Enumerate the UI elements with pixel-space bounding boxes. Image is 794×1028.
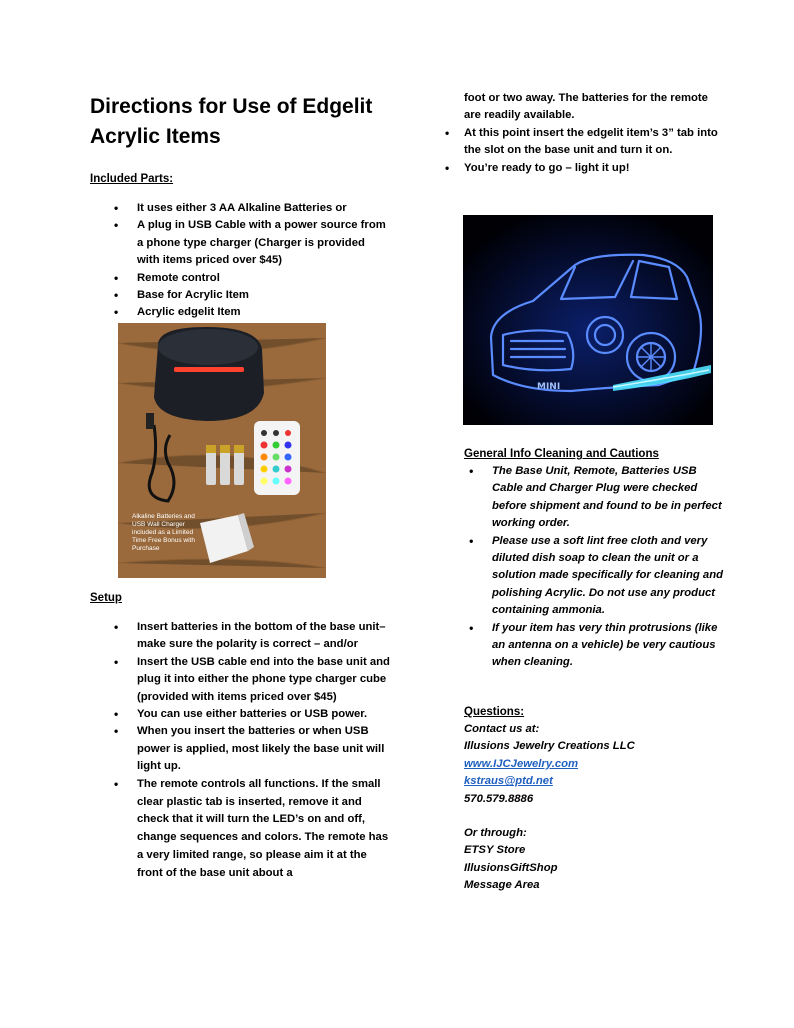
list-item: • You can use either batteries or USB power. xyxy=(90,706,390,723)
remote-instructions-full xyxy=(0,0,1,1)
alt-contact-intro: Or through: xyxy=(464,827,527,840)
setup-heading: Setup xyxy=(90,592,122,604)
etsy-shop-name: IllusionsGiftShop xyxy=(464,861,558,874)
right-column xyxy=(445,90,725,177)
website-link[interactable]: www.IJCJewelry.com xyxy=(464,757,579,770)
setup-section xyxy=(90,590,390,879)
cautions-heading: General Info Cleaning and Cautions xyxy=(464,448,659,460)
list-item: • Base for Acrylic Item xyxy=(90,287,390,304)
list-item: • A plug in USB Cable with a power source from a phone type charger (Charger is provided with items priced over $45) xyxy=(90,217,390,269)
list-item: • Remote control xyxy=(90,270,390,287)
setup-list-continued xyxy=(445,125,725,177)
car-badge: MINI xyxy=(537,382,561,392)
list-item: • It uses either 3 AA Alkaline Batteries or xyxy=(90,200,390,217)
cautions-list xyxy=(445,463,725,672)
remote-instructions-continued: foot or two away. The batteries for the remote are readily available. xyxy=(464,92,708,122)
contact-intro: Contact us at: xyxy=(464,723,540,735)
list-item: • Insert batteries in the bottom of the base unit– make sure the polarity is correct – and/or xyxy=(90,619,390,654)
etsy-store: ETSY Store xyxy=(464,844,526,857)
list-item: • If your item has very thin protrusions (like an antenna on a vehicle) be very cautious when cleaning. xyxy=(445,620,725,672)
list-item: • When you insert the batteries or when USB power is applied, most likely the base unit will light up. xyxy=(90,723,390,775)
phone-number: 570.579.8886 xyxy=(464,792,534,805)
list-item xyxy=(90,776,390,879)
cautions-section xyxy=(445,446,725,672)
list-item: • You’re ready to go – light it up! xyxy=(445,160,725,177)
list-item: • Insert the USB cable end into the base unit and plug it into either the phone type charger cube (provided with items priced over $45) xyxy=(90,654,390,706)
setup-list xyxy=(90,619,390,879)
page-title: Directions for Use of Edgelit Acrylic Items xyxy=(90,95,373,148)
contact-section xyxy=(445,704,725,895)
included-heading: Included Parts: xyxy=(90,173,174,185)
message-area: Message Area xyxy=(464,879,540,892)
company-name: Illusions Jewelry Creations LLC xyxy=(464,740,635,753)
photo-caption: Alkaline Batteries and USB Wall Charger included as a Limited Time Free Bonus with Purchase xyxy=(132,513,195,552)
included-parts-photo xyxy=(118,323,326,578)
edgelit-car-photo xyxy=(463,215,713,425)
questions-heading: Questions: xyxy=(464,706,525,718)
list-item: • The Base Unit, Remote, Batteries USB Cable and Charger Plug were checked before shipment and found to be in perfect working order. xyxy=(445,463,725,533)
remote-instructions-part: The remote controls all functions. If the small clear plastic tab is inserted, remove it and check that it will turn the LED’s on and off, change sequences and colors. The remote has a very limited range, so please aim it at the front of the base unit about a xyxy=(137,777,389,879)
left-column xyxy=(90,92,390,322)
included-list xyxy=(90,200,390,322)
list-item: • Please use a soft lint free cloth and very diluted dish soap to clean the unit or a solution made specifically for cleaning and polishing Acrylic. Do not use any product containing ammonia. xyxy=(445,533,725,620)
list-item: • At this point insert the edgelit item’s 3” tab into the slot on the base unit and turn it on. xyxy=(445,125,725,160)
email-link[interactable]: kstraus@ptd.net xyxy=(464,775,553,788)
list-item: • Acrylic edgelit Item xyxy=(90,304,390,321)
